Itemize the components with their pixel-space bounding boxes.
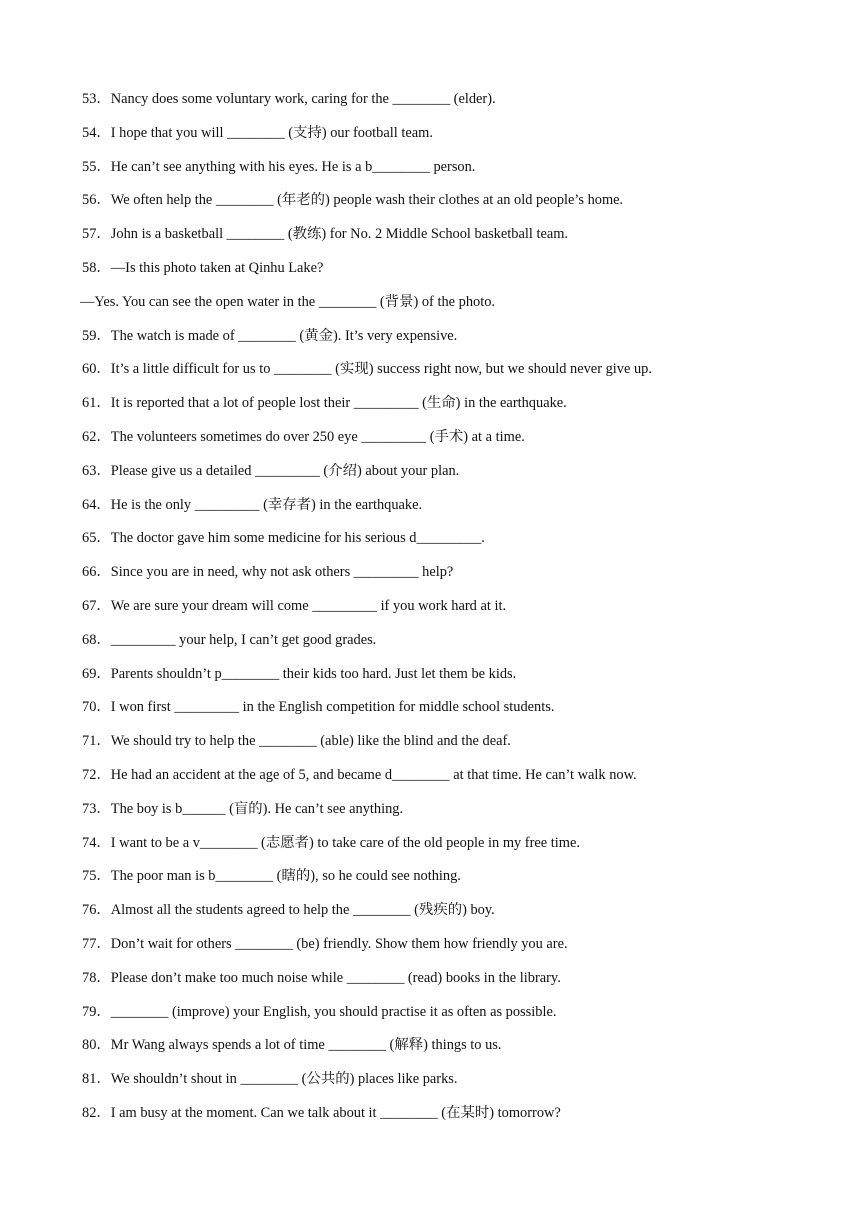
question-56: 56．We often help the ________ (年老的) people wash their clothes at an old people’s home. xyxy=(82,192,624,209)
question-73: 73．The boy is b______ (盲的). He can’t see anything. xyxy=(82,800,404,817)
question-60: 60．It’s a little difficult for us to ________ (实现) success right now, but we should never give up. xyxy=(82,361,652,378)
question-67: 67．We are sure your dream will come _________ if you work hard at it. xyxy=(82,597,507,614)
question-68: 68．_________ your help, I can’t get good grades. xyxy=(82,631,377,648)
question-54: 54．I hope that you will ________ (支持) our football team. xyxy=(82,124,433,141)
question-57: 57．John is a basketball ________ (教练) for No. 2 Middle School basketball team. xyxy=(82,226,569,243)
question-70: 70．I won first _________ in the English competition for middle school students. xyxy=(82,699,555,716)
question-80: 80．Mr Wang always spends a lot of time ________ (解释) things to us. xyxy=(82,1037,502,1054)
question-75: 75．The poor man is b________ (瞎的), so he could see nothing. xyxy=(82,868,461,885)
question-79: 79．________ (improve) your English, you should practise it as often as possible. xyxy=(82,1003,557,1020)
question-62: 62．The volunteers sometimes do over 250 eye _________ (手术) at a time. xyxy=(82,428,525,445)
question-65: 65．The doctor gave him some medicine for his serious d_________. xyxy=(82,530,485,547)
question-63: 63．Please give us a detailed _________ (介绍) about your plan. xyxy=(82,462,460,479)
question-58-answer-line: —Yes. You can see the open water in the ________ (背景) of the photo. xyxy=(80,293,496,310)
question-74: 74．I want to be a v________ (志愿者) to take care of the old people in my free time. xyxy=(82,834,580,851)
question-82: 82．I am busy at the moment. Can we talk about it ________ (在某时) tomorrow? xyxy=(82,1104,561,1121)
exercise-list xyxy=(82,88,812,1136)
question-76: 76．Almost all the students agreed to help the ________ (残疾的) boy. xyxy=(82,902,495,919)
question-64: 64．He is the only _________ (幸存者) in the earthquake. xyxy=(82,496,423,513)
question-78: 78．Please don’t make too much noise while ________ (read) books in the library. xyxy=(82,969,561,986)
question-81: 81．We shouldn’t shout in ________ (公共的) places like parks. xyxy=(82,1071,458,1088)
question-53: 53．Nancy does some voluntary work, caring for the ________ (elder). xyxy=(82,91,496,107)
question-69: 69．Parents shouldn’t p________ their kids too hard. Just let them be kids. xyxy=(82,665,517,682)
question-59: 59．The watch is made of ________ (黄金). It’s very expensive. xyxy=(82,327,458,344)
question-58: 58．—Is this photo taken at Qinhu Lake? xyxy=(82,259,324,276)
question-66: 66．Since you are in need, why not ask others _________ help? xyxy=(82,564,454,581)
question-77: 77．Don’t wait for others ________ (be) friendly. Show them how friendly you are. xyxy=(82,935,568,952)
question-72: 72．He had an accident at the age of 5, and became d________ at that time. He can’t walk now. xyxy=(82,766,637,783)
question-55: 55．He can’t see anything with his eyes. He is a b________ person. xyxy=(82,158,476,175)
question-61: 61．It is reported that a lot of people lost their _________ (生命) in the earthquake. xyxy=(82,395,567,412)
question-71: 71．We should try to help the ________ (able) like the blind and the deaf. xyxy=(82,733,511,750)
